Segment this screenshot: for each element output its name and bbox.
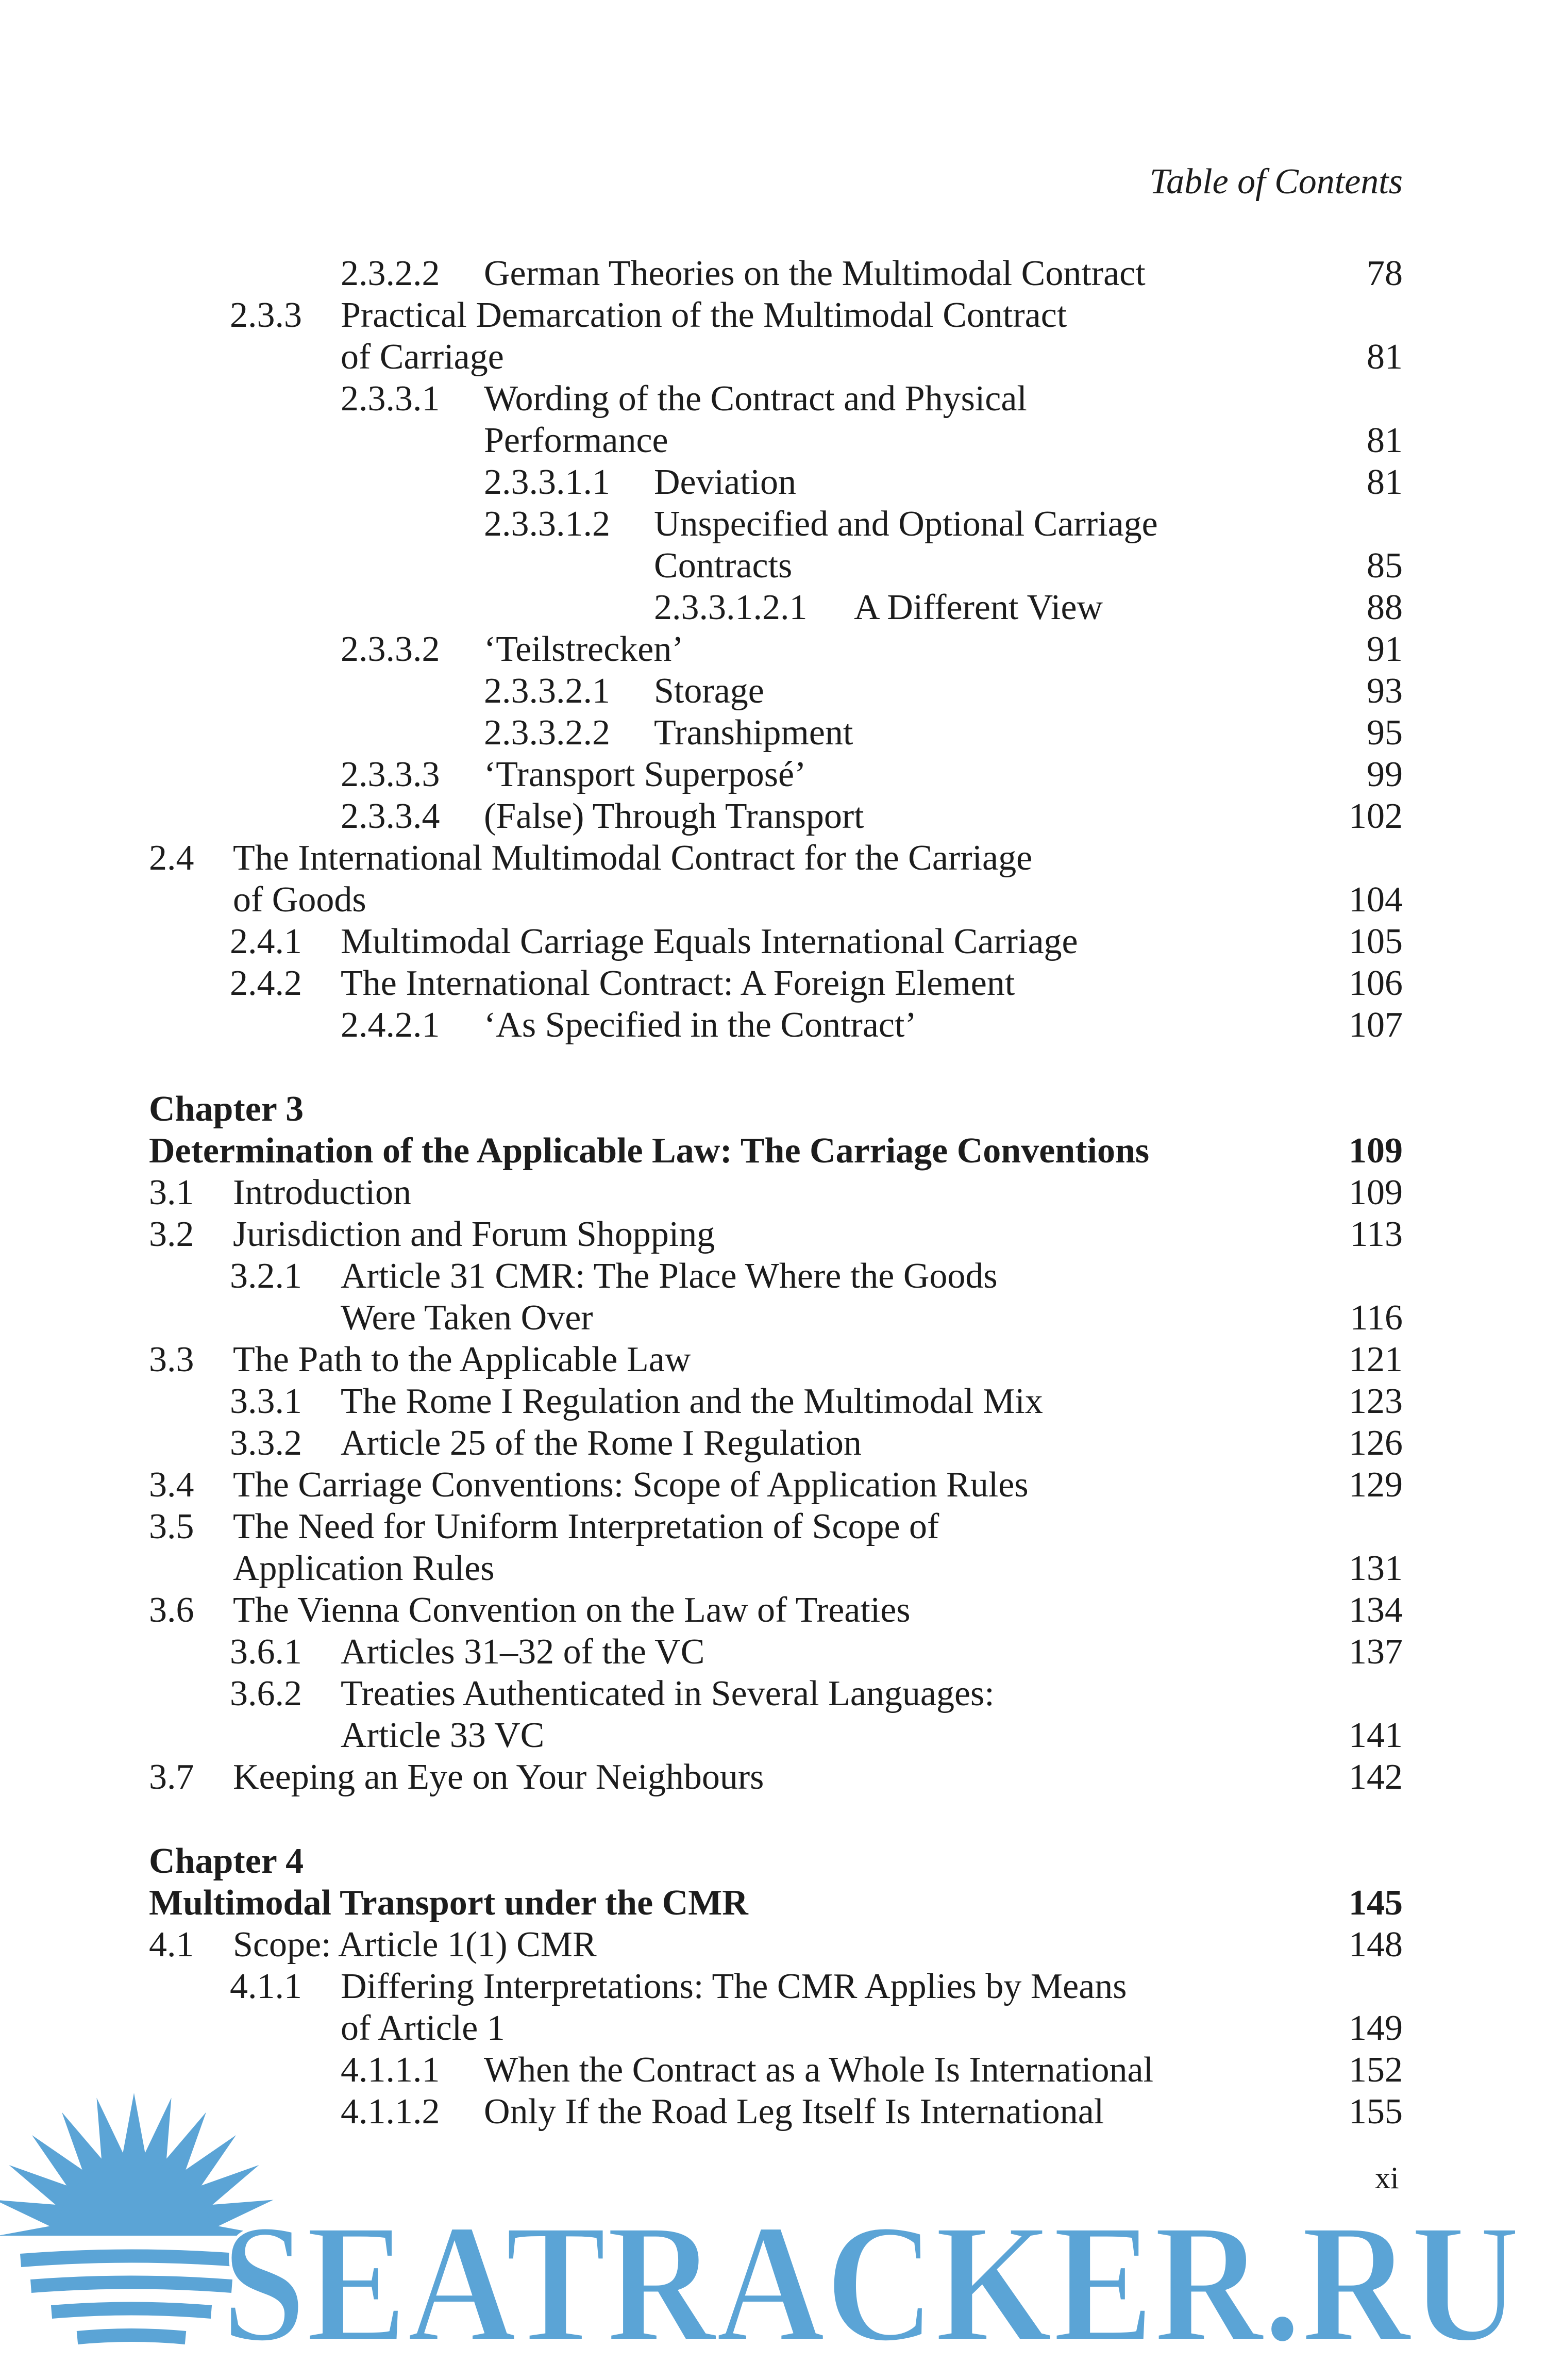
toc-entry	[149, 879, 1403, 921]
toc-title: Storage	[654, 671, 764, 711]
chapter-title-text: Determination of the Applicable Law: The Carriage Conventions	[149, 1131, 1150, 1171]
toc-title: The Need for Uniform Interpretation of Scope of	[233, 1507, 939, 1546]
toc-number: 2.3.3.2	[341, 629, 440, 669]
toc-entry	[149, 461, 1403, 503]
toc-number: 3.4	[149, 1465, 194, 1505]
toc-number: 3.2.1	[230, 1256, 302, 1296]
toc-title: Jurisdiction and Forum Shopping	[233, 1214, 715, 1254]
toc-page: 129	[1349, 1465, 1403, 1505]
toc-entry	[149, 253, 1403, 294]
toc-number: 4.1.1	[230, 1967, 302, 2006]
toc-entry	[149, 1004, 1403, 1046]
toc-number: 2.3.3.1.2	[484, 504, 610, 544]
toc-title: The Rome I Regulation and the Multimodal Mix	[341, 1382, 1043, 1421]
toc-title: When the Contract as a Whole Is International	[484, 2050, 1154, 2090]
toc-number: 2.4	[149, 838, 194, 878]
toc-entry	[149, 962, 1403, 1004]
toc-entry	[149, 294, 1403, 336]
toc-number: 3.5	[149, 1507, 194, 1546]
toc-title: Only If the Road Leg Itself Is International	[484, 2092, 1104, 2132]
toc-page: 104	[1349, 880, 1403, 920]
toc-page: 134	[1349, 1590, 1403, 1630]
toc-title: ‘Teilstrecken’	[484, 629, 684, 669]
chapter-label-text: Chapter 3	[149, 1089, 304, 1129]
toc-title: Keeping an Eye on Your Neighbours	[233, 1757, 764, 1797]
toc-title: Introduction	[233, 1173, 412, 1212]
toc-title: Article 25 of the Rome I Regulation	[341, 1423, 862, 1463]
toc-entry	[149, 1715, 1403, 1756]
watermark-text: SEATRACKER.RU	[222, 2189, 1520, 2377]
toc-page: 102	[1349, 796, 1403, 836]
toc-page: 137	[1349, 1632, 1403, 1672]
toc-title: German Theories on the Multimodal Contract	[484, 254, 1146, 293]
toc-title: of Carriage	[341, 337, 504, 377]
toc-title: Treaties Authenticated in Several Languages:	[341, 1674, 995, 1713]
toc-page: 131	[1349, 1549, 1403, 1588]
toc-title: Wording of the Contract and Physical	[484, 379, 1027, 419]
toc-title: The Vienna Convention on the Law of Treaties	[233, 1590, 911, 1630]
toc-number: 3.6.1	[230, 1632, 302, 1672]
chapter-label-text: Chapter 4	[149, 1841, 304, 1881]
toc-number: 4.1	[149, 1925, 194, 1965]
toc-page: 81	[1367, 462, 1403, 502]
toc-entry	[149, 1339, 1403, 1380]
toc-entry	[149, 545, 1403, 587]
toc-entry	[149, 921, 1403, 962]
toc-title: Were Taken Over	[341, 1298, 593, 1338]
toc-title: ‘Transport Superposé’	[484, 755, 806, 794]
toc-entry	[149, 336, 1403, 378]
toc-entry	[149, 1422, 1403, 1464]
toc-entry	[149, 712, 1403, 754]
watermark	[0, 2083, 1546, 2380]
toc-number: 3.1	[149, 1173, 194, 1212]
toc-number: 3.3.2	[230, 1423, 302, 1463]
toc-number: 4.1.1.2	[341, 2092, 440, 2132]
toc-title: ‘As Specified in the Contract’	[484, 1005, 917, 1045]
toc-title: The Path to the Applicable Law	[233, 1340, 691, 1379]
toc-title: Scope: Article 1(1) CMR	[233, 1925, 597, 1965]
toc-title: Contracts	[654, 546, 793, 586]
toc-number: 2.3.3.2.2	[484, 713, 610, 753]
toc-page: 91	[1367, 629, 1403, 669]
toc-number: 2.4.2	[230, 963, 302, 1003]
toc-title: The Carriage Conventions: Scope of Application Rules	[233, 1465, 1029, 1505]
toc-entry	[149, 420, 1403, 461]
toc-entry	[149, 1589, 1403, 1631]
toc-number: 2.3.3.1.2.1	[654, 588, 808, 627]
toc-entry	[149, 1673, 1403, 1715]
toc-title: (False) Through Transport	[484, 796, 864, 836]
toc-title: The International Multimodal Contract for the Carriage	[233, 838, 1033, 878]
toc-page: 78	[1367, 254, 1403, 293]
toc-number: 2.4.2.1	[341, 1005, 440, 1045]
toc-page: 152	[1349, 2050, 1403, 2090]
toc-number: 2.3.3.4	[341, 796, 440, 836]
toc-entry	[149, 1966, 1403, 2007]
toc-title: Application Rules	[233, 1549, 495, 1588]
toc-title: The International Contract: A Foreign Element	[341, 963, 1015, 1003]
toc-number: 2.3.3.2.1	[484, 671, 610, 711]
toc-entry	[149, 1297, 1403, 1339]
toc-page: 123	[1349, 1382, 1403, 1421]
toc-page: 85	[1367, 546, 1403, 586]
toc-number: 3.6.2	[230, 1674, 302, 1713]
sea-waves	[21, 2256, 242, 2338]
toc-page: 149	[1349, 2008, 1403, 2048]
toc-number: 3.7	[149, 1757, 194, 1797]
toc-entry	[149, 1547, 1403, 1589]
toc-number: 2.3.3.1	[341, 379, 440, 419]
toc-entry	[149, 754, 1403, 795]
toc-number: 4.1.1.1	[341, 2050, 440, 2090]
toc-page: 106	[1349, 963, 1403, 1003]
toc-page: 81	[1367, 421, 1403, 460]
toc-number: 3.2	[149, 1214, 194, 1254]
table-of-contents	[149, 253, 1403, 2133]
toc-entry	[149, 378, 1403, 420]
toc-number: 3.3	[149, 1340, 194, 1379]
toc-page: 121	[1349, 1340, 1403, 1379]
page-number: xi	[1375, 2161, 1399, 2195]
toc-title: Multimodal Carriage Equals International Carriage	[341, 922, 1078, 961]
toc-page: 93	[1367, 671, 1403, 711]
toc-title: Articles 31–32 of the VC	[341, 1632, 705, 1672]
toc-entry	[149, 628, 1403, 670]
running-head: Table of Contents	[1149, 162, 1403, 202]
toc-title: of Goods	[233, 880, 366, 920]
toc-page: 148	[1349, 1925, 1403, 1965]
toc-page: 99	[1367, 755, 1403, 794]
toc-title: Article 33 VC	[341, 1716, 545, 1755]
toc-entry	[149, 1255, 1403, 1297]
toc-number: 2.3.3.3	[341, 755, 440, 794]
chapter-title	[149, 1130, 1403, 1172]
toc-number: 2.3.2.2	[341, 254, 440, 293]
toc-entry	[149, 837, 1403, 879]
toc-page: 95	[1367, 713, 1403, 753]
toc-number: 3.6	[149, 1590, 194, 1630]
toc-page: 113	[1350, 1214, 1403, 1254]
toc-page: 107	[1349, 1005, 1403, 1045]
toc-page: 116	[1350, 1298, 1403, 1338]
toc-entry	[149, 503, 1403, 545]
toc-entry	[149, 1380, 1403, 1422]
chapter-label	[149, 1840, 1403, 1882]
toc-title: Transhipment	[654, 713, 853, 753]
toc-title: A Different View	[854, 588, 1103, 627]
toc-title: Performance	[484, 421, 668, 460]
toc-entry	[149, 2007, 1403, 2049]
toc-number: 2.3.3.1.1	[484, 462, 610, 502]
toc-entry	[149, 587, 1403, 628]
toc-entry	[149, 1924, 1403, 1966]
toc-page: 81	[1367, 337, 1403, 377]
toc-entry	[149, 1756, 1403, 1798]
toc-page: 141	[1349, 1716, 1403, 1755]
sun-disc	[57, 2160, 211, 2315]
toc-entry	[149, 1172, 1403, 1213]
toc-title: Practical Demarcation of the Multimodal Contract	[341, 295, 1067, 335]
toc-page: 126	[1349, 1423, 1403, 1463]
chapter-title	[149, 1882, 1403, 1924]
chapter-label	[149, 1088, 1403, 1130]
toc-page: 105	[1349, 922, 1403, 961]
toc-title: Unspecified and Optional Carriage	[654, 504, 1158, 544]
toc-entry	[149, 1464, 1403, 1506]
toc-page: 145	[1349, 1883, 1403, 1923]
toc-title: Article 31 CMR: The Place Where the Goods	[341, 1256, 998, 1296]
toc-page: 155	[1349, 2092, 1403, 2132]
toc-title: of Article 1	[341, 2008, 505, 2048]
toc-page: 109	[1349, 1173, 1403, 1212]
toc-page: 142	[1349, 1757, 1403, 1797]
toc-entry	[149, 1631, 1403, 1673]
toc-page: 109	[1349, 1131, 1403, 1171]
toc-title: Deviation	[654, 462, 797, 502]
toc-page: 88	[1367, 588, 1403, 627]
toc-entry	[149, 670, 1403, 712]
chapter-title-text: Multimodal Transport under the CMR	[149, 1883, 748, 1923]
toc-number: 3.3.1	[230, 1382, 302, 1421]
toc-entry	[149, 1213, 1403, 1255]
toc-title: Differing Interpretations: The CMR Applies by Means	[341, 1967, 1127, 2006]
toc-number: 2.4.1	[230, 922, 302, 961]
toc-number: 2.3.3	[230, 295, 302, 335]
toc-entry	[149, 1506, 1403, 1547]
toc-entry	[149, 795, 1403, 837]
